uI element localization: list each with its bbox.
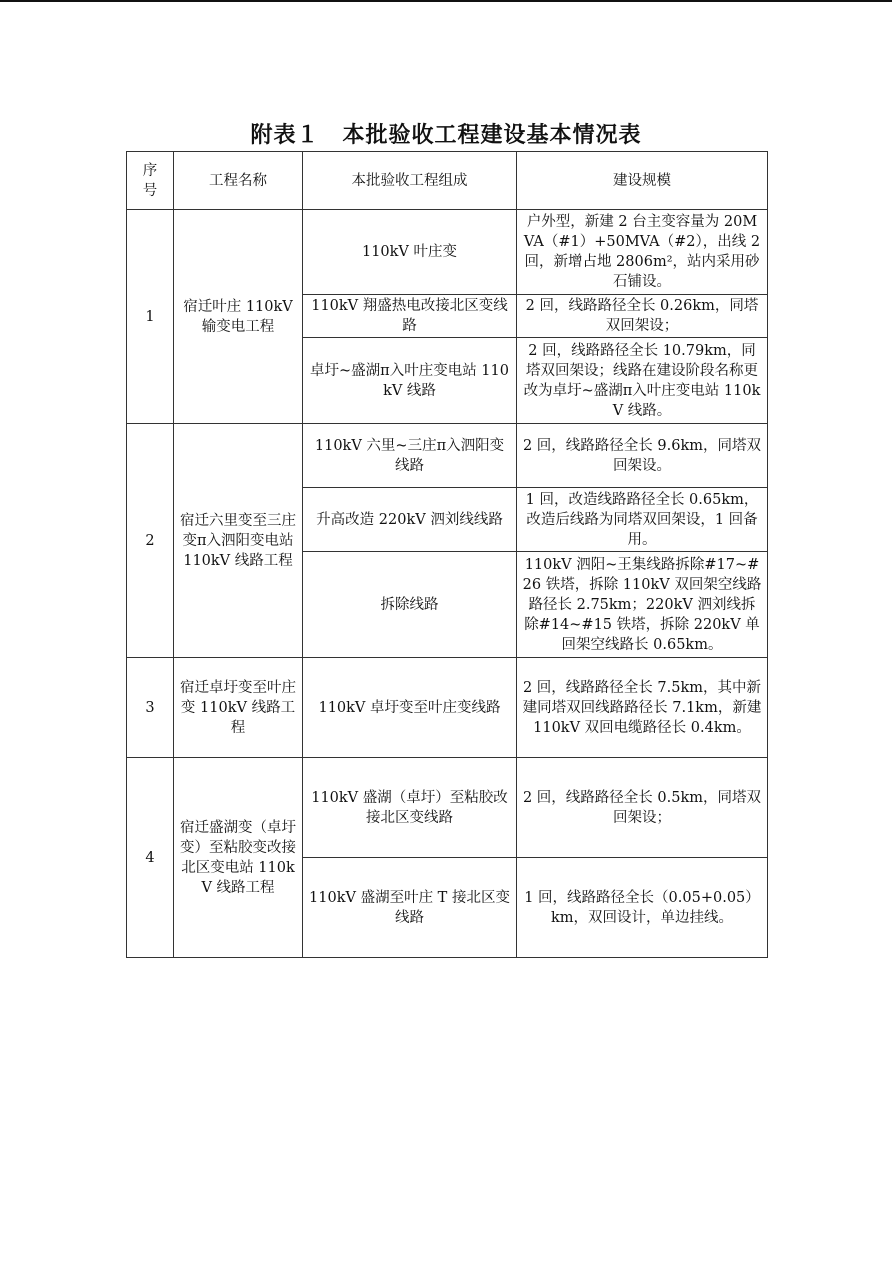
component-cell: 卓圩~盛湖π入叶庄变电站 110kV 线路 xyxy=(303,338,517,424)
scale-cell: 2 回，线路路径全长 0.5km，同塔双回架设； xyxy=(517,758,768,858)
header-no: 序号 xyxy=(127,152,174,210)
scale-cell: 2 回，线路路径全长 9.6km，同塔双回架设。 xyxy=(517,424,768,488)
project-name: 宿迁六里变至三庄变π入泗阳变电站 110kV 线路工程 xyxy=(174,424,303,658)
scale-cell: 2 回，线路路径全长 10.79km，同塔双回架设；线路在建设阶段名称更改为卓圩~盛湖π入叶庄变电站 110kV 线路。 xyxy=(517,338,768,424)
scale-cell: 2 回，线路路径全长 7.5km，其中新建同塔双回线路路径长 7.1km，新建 110kV 双回电缆路径长 0.4km。 xyxy=(517,658,768,758)
component-cell: 升高改造 220kV 泗刘线线路 xyxy=(303,488,517,552)
header-scale: 建设规模 xyxy=(517,152,768,210)
table-row xyxy=(127,210,768,295)
project-no: 3 xyxy=(127,658,174,758)
scale-cell: 1 回，改造线路路径全长 0.65km，改造后线路为同塔双回架设，1 回备用。 xyxy=(517,488,768,552)
table-row xyxy=(127,758,768,858)
component-cell: 110kV 盛湖至叶庄 T 接北区变线路 xyxy=(303,858,517,958)
scale-cell: 1 回，线路路径全长（0.05+0.05）km，双回设计，单边挂线。 xyxy=(517,858,768,958)
project-name: 宿迁叶庄 110kV 输变电工程 xyxy=(174,210,303,424)
header-components: 本批验收工程组成 xyxy=(303,152,517,210)
table-row xyxy=(127,658,768,758)
project-no: 2 xyxy=(127,424,174,658)
component-cell: 拆除线路 xyxy=(303,552,517,658)
scale-cell: 户外型，新建 2 台主变容量为 20MVA（#1）+50MVA（#2），出线 2 回，新增占地 2806m²，站内采用砂石铺设。 xyxy=(517,210,768,295)
project-table xyxy=(126,151,768,958)
component-cell: 110kV 翔盛热电改接北区变线路 xyxy=(303,295,517,338)
page-top-border xyxy=(0,0,892,2)
project-no: 1 xyxy=(127,210,174,424)
component-cell: 110kV 卓圩变至叶庄变线路 xyxy=(303,658,517,758)
scale-cell: 110kV 泗阳~王集线路拆除#17~#26 铁塔，拆除 110kV 双回架空线路路径长 2.75km；220kV 泗刘线拆除#14~#15 铁塔，拆除 220kV 单回架空线路长 0.65km。 xyxy=(517,552,768,658)
table-row xyxy=(127,424,768,488)
project-no: 4 xyxy=(127,758,174,958)
page-title: 附表１ 本批验收工程建设基本情况表 xyxy=(250,123,642,148)
project-name: 宿迁盛湖变（卓圩变）至粘胶变改接北区变电站 110kV 线路工程 xyxy=(174,758,303,958)
header-name: 工程名称 xyxy=(174,152,303,210)
scale-cell: 2 回，线路路径全长 0.26km，同塔双回架设； xyxy=(517,295,768,338)
component-cell: 110kV 叶庄变 xyxy=(303,210,517,295)
project-name: 宿迁卓圩变至叶庄变 110kV 线路工程 xyxy=(174,658,303,758)
component-cell: 110kV 盛湖（卓圩）至粘胶改接北区变线路 xyxy=(303,758,517,858)
component-cell: 110kV 六里~三庄π入泗阳变线路 xyxy=(303,424,517,488)
table-header-row xyxy=(127,152,768,210)
